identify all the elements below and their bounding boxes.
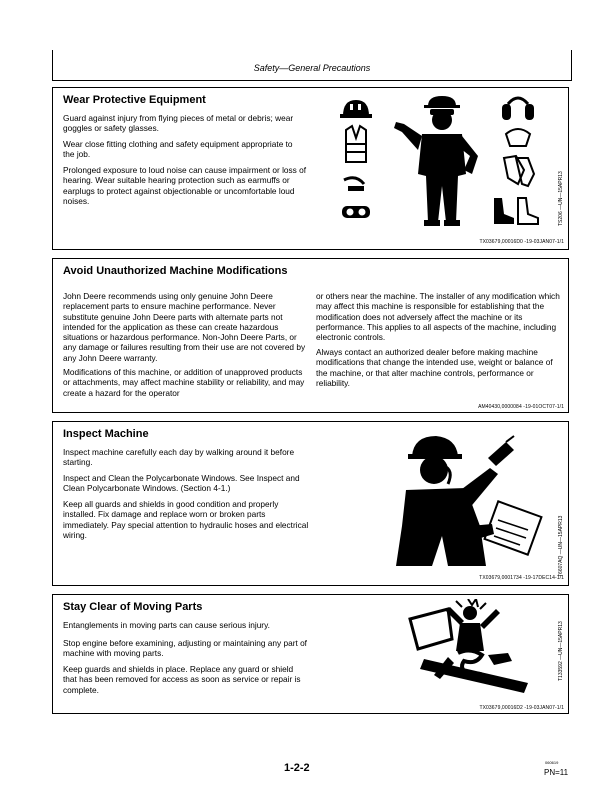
reference-code: TX03679,00016D0 -19-03JAN07-1/1 xyxy=(479,239,564,245)
paragraph: Wear close fitting clothing and safety equipment appropriate to the job. xyxy=(63,139,293,160)
paragraph: Keep guards and shields in place. Replace any guard or shield that has been removed for access as soon as service or repair is complete. xyxy=(63,664,301,695)
section-title: Stay Clear of Moving Parts xyxy=(63,601,203,613)
paragraph: Inspect and Clean the Polycarbonate Windows. See Inspect and Clean Polycarbonate Windows. (Section 4-1.) xyxy=(63,473,300,494)
paragraph: John Deere recommends using only genuine John Deere replacement parts to ensure machine performance. Never substitute genuine John Deere parts with alternate parts not intended for the application as these can create hazardous situations or hazardous performance. Non-John Deere Parts, or any damage or failures resulting from their use are not covered by any John Deere warranty. xyxy=(63,291,306,363)
paragraph: Prolonged exposure to loud noise can cause impairment or loss of hearing. Wear suitable hearing protection such as earmuffs or earplugs to protect against objectionable or uncomfortable loud noises. xyxy=(63,165,307,206)
section-machine-modifications xyxy=(52,258,569,413)
footer-code: 060619 xyxy=(545,760,559,765)
header-title: Safety—General Precautions xyxy=(253,63,371,73)
entanglement-illustration xyxy=(408,599,543,699)
paragraph: Guard against injury from flying pieces of metal or debris; wear goggles or safety glasses. xyxy=(63,113,294,134)
figure-code: T6607AQ —UN—15APR13 xyxy=(558,515,564,577)
footer-pn: PN=11 xyxy=(544,768,569,777)
paragraph: Entanglements in moving parts can cause serious injury. xyxy=(63,620,270,630)
section-title: Avoid Unauthorized Machine Modifications xyxy=(63,265,288,277)
paragraph: Stop engine before examining, adjusting or maintaining any part of machine with moving parts. xyxy=(63,638,307,659)
paragraph: Modifications of this machine, or addition of unapproved products or attachments, may affect machine stability or reliability, and may create a hazard for the operator xyxy=(63,367,305,398)
section-inspect-machine xyxy=(52,421,569,586)
section-title: Wear Protective Equipment xyxy=(63,94,206,106)
reference-code: AM40430,0000084 -19-01OCT07-1/1 xyxy=(478,404,564,410)
figure-code: TS206 —UN—15APR13 xyxy=(558,171,564,226)
protective-equipment-illustration xyxy=(338,94,548,234)
section-protective-equipment xyxy=(52,87,569,250)
paragraph: Keep all guards and shields in good condition and properly installed. Fix damage and replace worn or broken parts immediately. Pay special attention to hydraulic hoses and electrical wiring. xyxy=(63,499,309,540)
paragraph: or others near the machine. The installer of any modification which may affect this machine is responsible for establishing that the modification does not adversely affect the machine or its performance. This applies to all aspects of the machine, including electronic controls. xyxy=(316,291,560,343)
page-header xyxy=(52,50,572,81)
paragraph: Always contact an authorized dealer before making machine modifications that change the intended use, weight or balance of the machine, or that alter machine controls, performance or reliability. xyxy=(316,347,553,388)
reference-code: TX03679,00016D2 -19-03JAN07-1/1 xyxy=(479,705,564,711)
section-title: Inspect Machine xyxy=(63,428,149,440)
inspect-worker-illustration xyxy=(388,430,548,580)
section-moving-parts xyxy=(52,594,569,714)
figure-code: T133592 —UN—15APR13 xyxy=(558,621,564,681)
reference-code: TX03679,0001734 -19-17DEC14-1/1 xyxy=(479,575,564,581)
page-number: 1-2-2 xyxy=(284,762,310,774)
paragraph: Inspect machine carefully each day by walking around it before starting. xyxy=(63,447,295,468)
